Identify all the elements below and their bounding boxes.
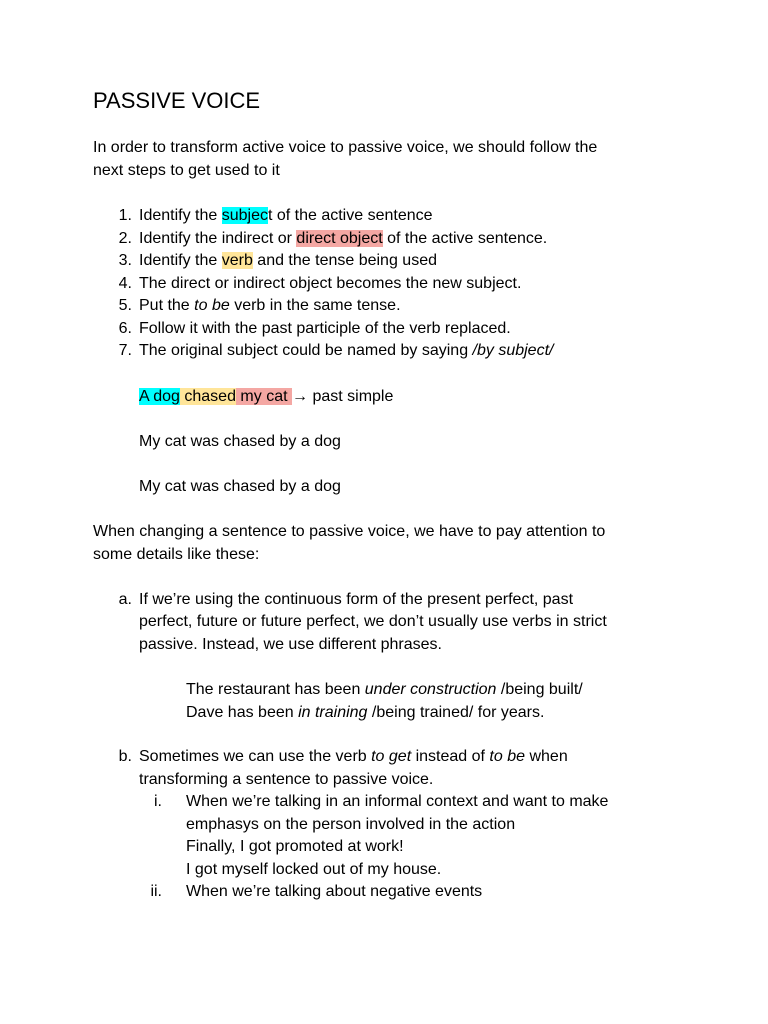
- item-emphasis: to get: [371, 748, 412, 765]
- item-b-line-2: transforming a sentence to passive voice.: [139, 771, 434, 788]
- item-b-line-1: [139, 747, 568, 767]
- step-number: 2.: [118, 230, 132, 247]
- item-a-line-1: If we’re using the continuous form of the present perfect, past: [139, 591, 574, 608]
- item-a-line-2: perfect, future or future perfect, we don’t usually use verbs in strict: [139, 613, 607, 630]
- step-1: [139, 206, 433, 226]
- sub-item-ii-line-1: When we’re talking about negative events: [186, 883, 483, 900]
- step-emphasis: to be: [194, 297, 230, 314]
- item-text: Sometimes we can use the verb: [139, 748, 372, 765]
- intro-line-1: In order to transform active voice to passive voice, we should follow the: [93, 139, 598, 156]
- step-text: verb in the same tense.: [229, 297, 401, 314]
- item-emphasis: to be: [489, 748, 526, 765]
- sub-item-i-line-2: emphasys on the person involved in the action: [186, 816, 516, 833]
- step-text: Identify the: [139, 252, 222, 269]
- step-text: Identify the indirect or: [139, 230, 297, 247]
- example-passive-2: My cat was chased by a dog: [139, 478, 341, 495]
- step-text: of the active sentence.: [382, 230, 548, 247]
- step-text: and the tense being used: [252, 252, 437, 269]
- example-verb: chased: [179, 388, 236, 405]
- item-a-example-1: [186, 680, 583, 700]
- highlight-verb: verb: [221, 252, 253, 269]
- step-4: The direct or indirect object becomes the new subject.: [139, 275, 522, 292]
- example-text: /being trained/ for years.: [367, 704, 545, 721]
- item-b-marker: b.: [118, 748, 132, 765]
- example-subject: A dog: [139, 388, 180, 405]
- example-text: The restaurant has been: [186, 681, 365, 698]
- details-intro-line-1: When changing a sentence to passive voice, we have to pay attention to: [93, 523, 606, 540]
- step-text: The original subject could be named by saying: [139, 342, 473, 359]
- example-emphasis: in training: [298, 704, 368, 721]
- step-7: [139, 341, 553, 361]
- step-number: 4.: [118, 275, 132, 292]
- example-tense: → past simple: [292, 388, 394, 405]
- step-number: 1.: [118, 207, 132, 224]
- sub-item-i-line-4: I got myself locked out of my house.: [186, 861, 442, 878]
- step-text: t of the active sentence: [267, 207, 433, 224]
- highlight-direct-object: direct object: [296, 230, 383, 247]
- example-passive-1: My cat was chased by a dog: [139, 433, 341, 450]
- sub-item-i-line-1: When we’re talking in an informal context and want to make: [186, 793, 609, 810]
- page-title: PASSIVE VOICE: [93, 88, 261, 113]
- step-text: Identify the: [139, 207, 222, 224]
- example-emphasis: under construction: [364, 681, 497, 698]
- example-active-sentence: [139, 387, 393, 407]
- item-text: instead of: [411, 748, 490, 765]
- step-number: 6.: [118, 320, 132, 337]
- item-a-example-2: [186, 703, 544, 723]
- item-a-marker: a.: [118, 591, 132, 608]
- intro-line-2: next steps to get used to it: [93, 162, 280, 179]
- example-object: my cat: [235, 388, 292, 405]
- step-3: [139, 251, 437, 271]
- highlight-subject: subjec: [221, 207, 268, 224]
- sub-item-i-line-3: Finally, I got promoted at work!: [186, 838, 404, 855]
- step-emphasis: /by subject/: [472, 342, 554, 359]
- step-2: [139, 229, 547, 249]
- sub-item-i-marker: i.: [154, 793, 162, 810]
- step-number: 7.: [118, 342, 132, 359]
- step-text: Put the: [139, 297, 195, 314]
- step-5: [139, 296, 401, 316]
- item-text: when: [525, 748, 568, 765]
- sub-item-ii-marker: ii.: [150, 883, 162, 900]
- step-number: 3.: [118, 252, 132, 269]
- step-number: 5.: [118, 297, 132, 314]
- details-intro-line-2: some details like these:: [93, 546, 260, 563]
- example-text: /being built/: [496, 681, 583, 698]
- step-6: Follow it with the past participle of the verb replaced.: [139, 320, 511, 337]
- example-text: Dave has been: [186, 704, 299, 721]
- item-a-line-3: passive. Instead, we use different phrases.: [139, 636, 442, 653]
